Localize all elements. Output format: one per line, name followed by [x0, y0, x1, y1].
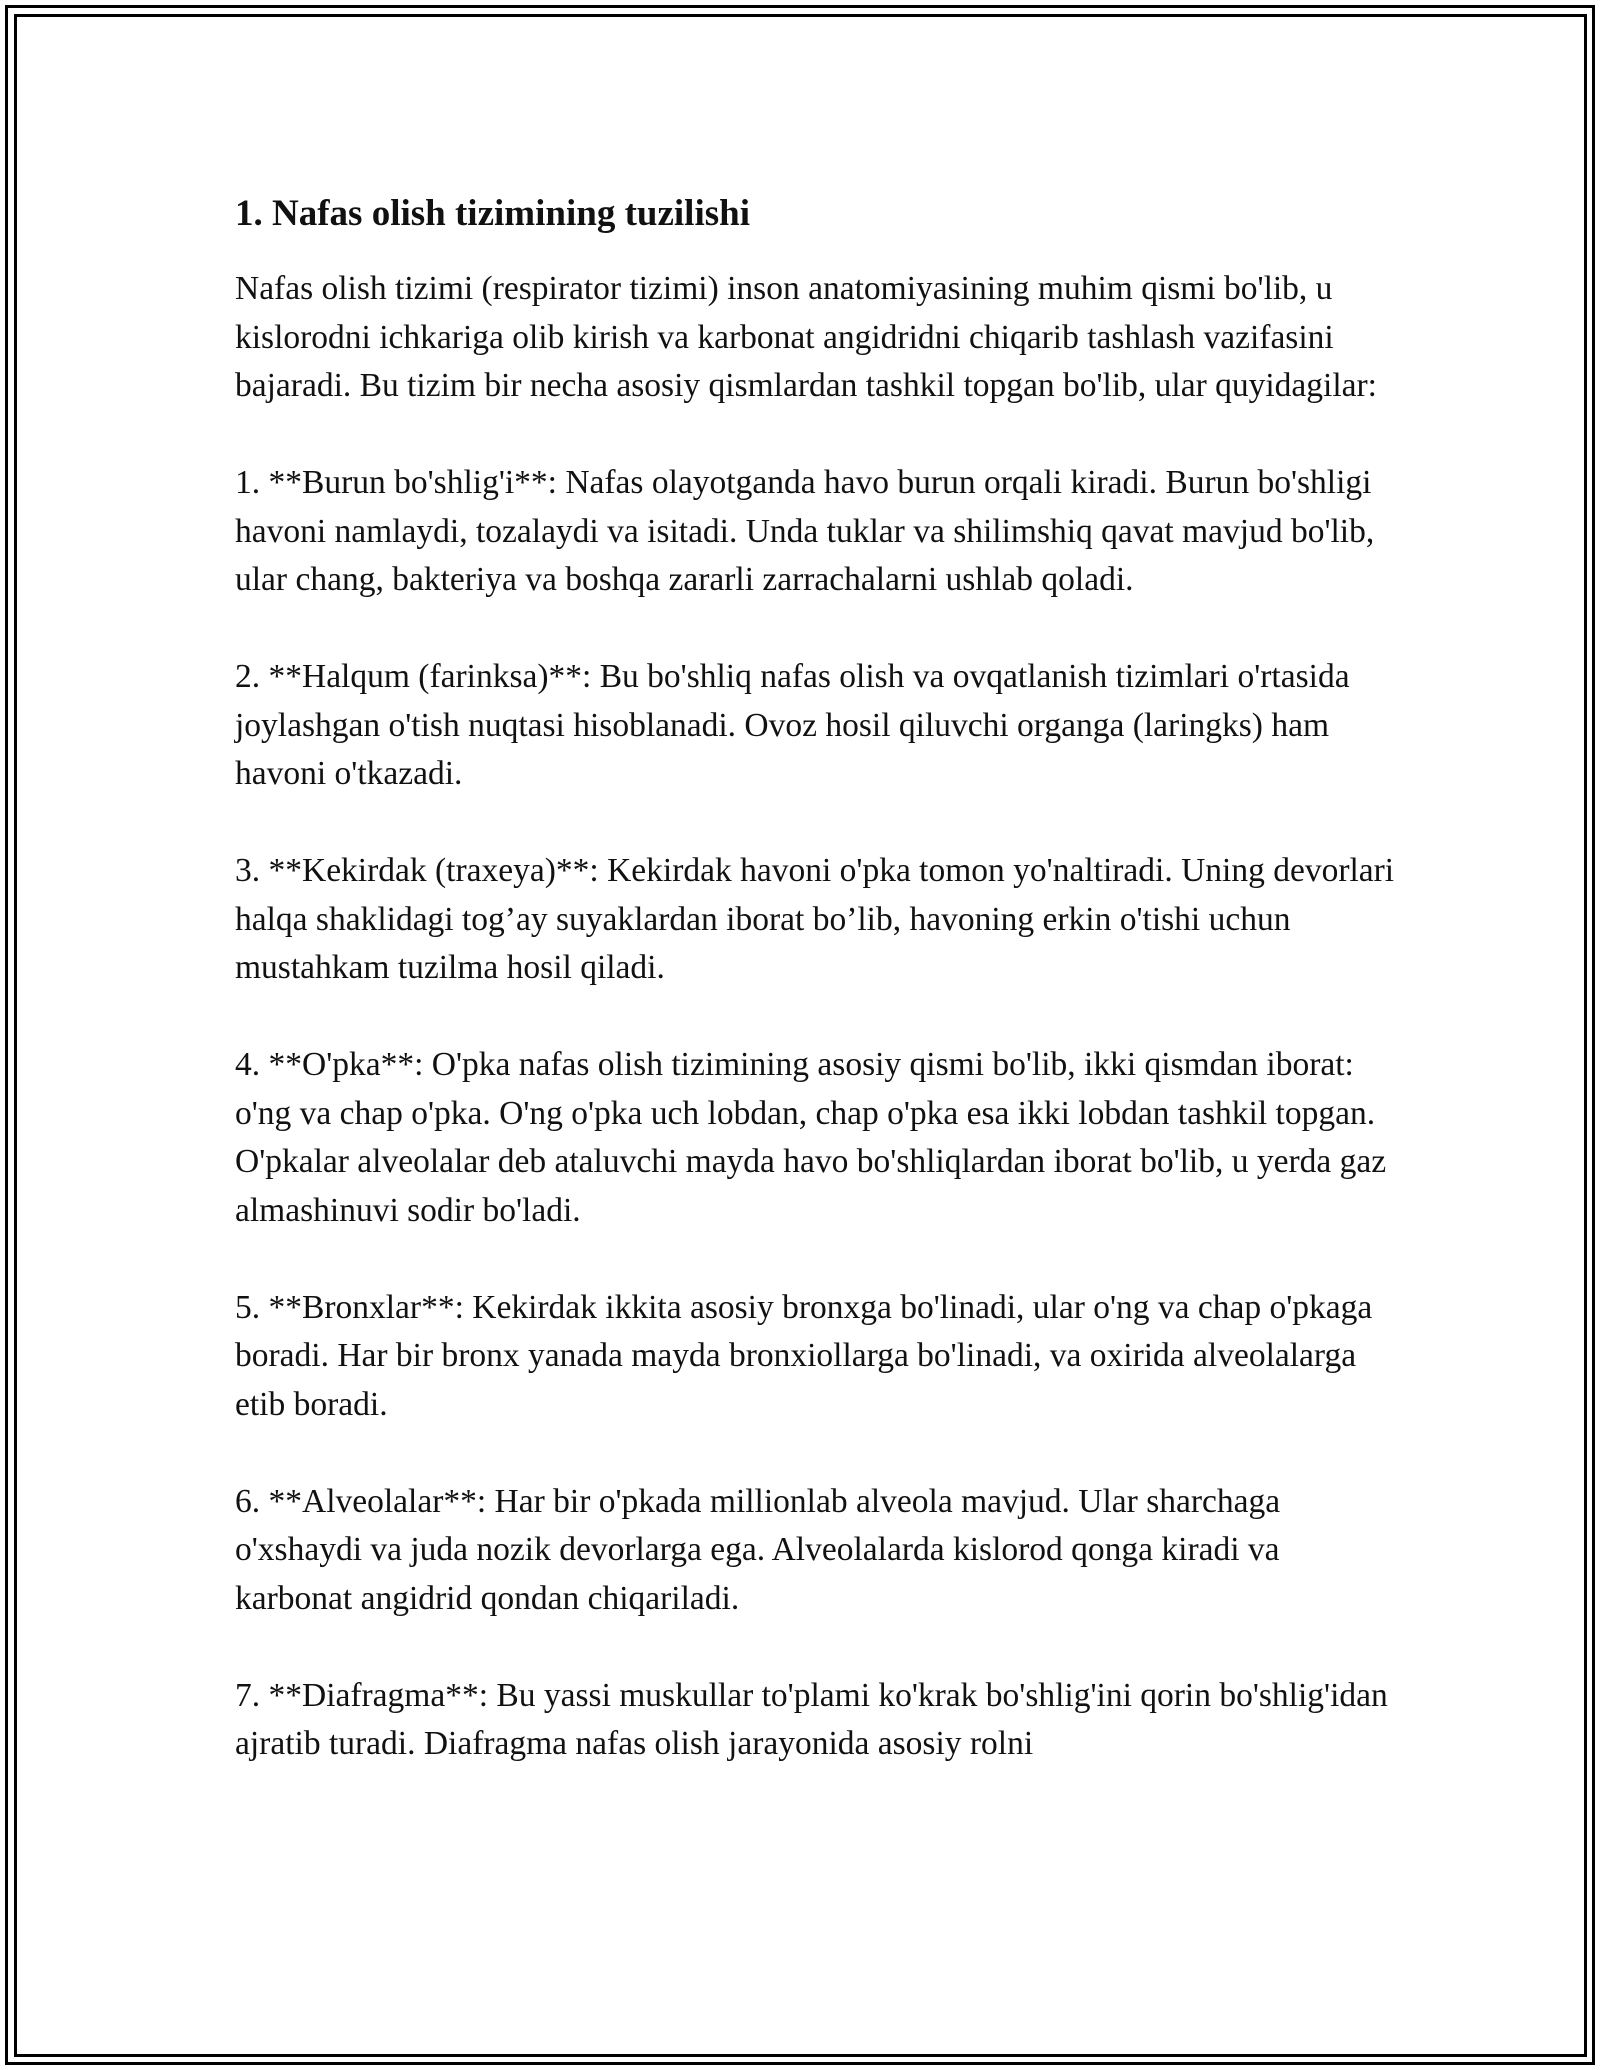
list-item-trachea: 3. **Kekirdak (traxeya)**: Kekirdak havoni o'pka tomon yo'naltiradi. Uning devorlari halqa shaklidagi tog’ay suyaklardan iborat bo’lib, havoning erkin o'tishi uchun mustahkam tuzilma hosil qiladi. — [235, 852, 1395, 986]
section-title: 1. Nafas olish tizimining tuzilishi — [235, 193, 750, 234]
intro-paragraph: Nafas olish tizimi (respirator tizimi) inson anatomiyasining muhim qismi bo'lib, u kislorodni ichkariga olib kirish va karbonat angidridni chiqarib tashlash vazifasini bajaradi. Bu tizim bir necha asosiy qismlardan tashkil topgan bo'lib, ular quyidagilar: — [235, 270, 1377, 404]
list-item-alveoli: 6. **Alveolalar**: Har bir o'pkada millionlab alveola mavjud. Ular sharchaga o'xshaydi va juda nozik devorlarga ega. Alveolalarda kislorod qonga kiradi va karbonat angidrid qondan chiqariladi. — [235, 1482, 1281, 1617]
list-item-nasal-cavity: 1. **Burun bo'shlig'i**: Nafas olayotganda havo burun orqali kiradi. Burun bo'shligi havoni namlaydi, tozalaydi va isitadi. Unda tuklar va shilimshiq qavat mavjud bo'lib, ular chang, bakteriya va boshqa zararli zarrachalarni ushlab qoladi. — [235, 464, 1375, 598]
list-item-pharynx: 2. **Halqum (farinksa)**: Bu bo'shliq nafas olish va ovqatlanish tizimlari o'rtasida joylashgan o'tish nuqtasi hisoblanadi. Ovoz hosil qiluvchi organga (laringks) ham havoni o'tkazadi. — [235, 658, 1350, 792]
list-item-diaphragm: 7. **Diafragma**: Bu yassi muskullar to'plami ko'krak bo'shlig'ini qorin bo'shlig'idan ajratib turadi. Diafragma nafas olish jarayonida asosiy rolni — [235, 1676, 1388, 1762]
list-item-lungs: 4. **O'pka**: O'pka nafas olish tizimining asosiy qismi bo'lib, ikki qismdan iborat: o'ng va chap o'pka. O'ng o'pka uch lobdan, chap o'pka esa ikki lobdan tashkil topgan. O'pkalar alveolalar deb ataluvchi mayda havo bo'shliqlardan iborat bo'lib, u yerda gaz almashinuvi sodir bo'ladi. — [235, 1046, 1387, 1229]
document-body — [235, 180, 1395, 1769]
list-item-bronchi: 5. **Bronxlar**: Kekirdak ikkita asosiy bronxga bo'linadi, ular o'ng va chap o'pkaga boradi. Har bir bronx yanada mayda bronxiollarga bo'linadi, va oxirida alveolalarga etib boradi. — [235, 1288, 1373, 1423]
